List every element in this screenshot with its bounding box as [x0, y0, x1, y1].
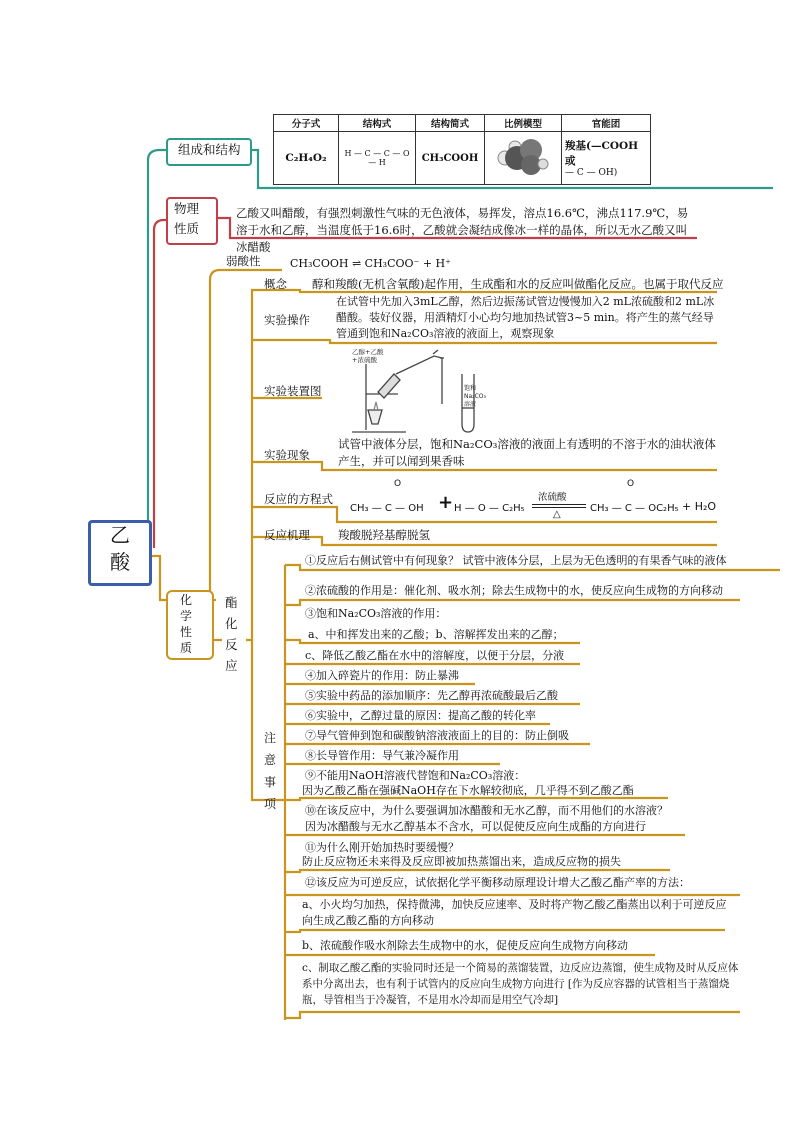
physical-label: 物理 性质	[174, 201, 200, 236]
eq-alcohol: H — O — C₂H₅	[454, 503, 525, 514]
eq-plus2: + H₂O	[682, 500, 717, 513]
phenomenon-text: 试管中液体分层，饱和Na₂CO₃溶液的液面上有透明的不溶于水的油状液体产生，并可以闻到果香味	[338, 437, 716, 468]
equation-label: 反应的方程式	[264, 492, 333, 506]
weak-acid-label: 弱酸性	[226, 254, 261, 268]
molecular-formula: C₂H₄O₂	[274, 132, 339, 185]
space-filling-model	[493, 134, 553, 180]
note-item: 防止反应物还未来得及反应即被加热蒸馏出来，造成反应物的损失	[302, 855, 621, 868]
note-item: ⑦导气管伸到饱和碳酸钠溶液液面上的目的：防止倒吸	[305, 729, 569, 742]
table-header: 分子式	[274, 115, 339, 132]
phenomenon-label: 实验现象	[264, 448, 310, 462]
note-item: ①反应后右侧试管中有何现象？ 试管中液体分层，上层为无色透明的有果香气味的液体	[305, 554, 727, 567]
notes-label: 注 意 事 项	[264, 731, 277, 811]
note-item: ②浓硫酸的作用是：催化剂、吸水剂；除去生成物中的水，使反应向生成物的方向移动	[305, 584, 723, 597]
composition-label: 组成和结构	[178, 142, 241, 157]
note-item: a、中和挥发出来的乙酸；b、溶解挥发出来的乙醇；	[308, 628, 564, 641]
note-item: ⑩在该反应中，为什么要强调加冰醋酸和无水乙醇，而不用他们的水溶液？	[305, 804, 668, 817]
concept-text: 醇和羧酸(无机含氧酸)起作用，生成酯和水的反应叫做酯化反应。也属于取代反应	[312, 277, 724, 291]
eq-left: CH₃ — C — OH	[350, 503, 424, 514]
operation-label: 实验操作	[264, 313, 310, 327]
operation-text: 在试管中先加入3mL乙醇，然后边振荡试管边慢慢加入2 mL浓硫酸和2 mL冰醋酸。装好仪器，用酒精灯小心均匀地加热试管3~5 min。将产生的蒸气经导管通到饱和Na₂CO₃溶液的液面上，观察现象	[336, 295, 715, 340]
tube-label-2: Na₂CO₃	[464, 393, 486, 400]
table-header: 结构式	[339, 115, 416, 132]
concept-label: 概念	[264, 277, 287, 291]
note-item: ⑨不能用NaOH溶液代替饱和Na₂CO₃溶液：	[305, 769, 526, 782]
structure-table	[273, 114, 651, 185]
note-item: ⑥实验中，乙醇过量的原因：提高乙酸的转化率	[305, 709, 536, 722]
weak-acid-equation: CH₃COOH ⇌ CH₃COO⁻ + H⁺	[290, 257, 451, 270]
flask-label-1: 乙醇+乙酸	[352, 348, 384, 356]
eq-catalyst: 浓硫酸	[538, 492, 567, 503]
mechanism-label: 反应机理	[264, 528, 310, 542]
branch-line-physical	[154, 220, 166, 548]
note-item: ④加入碎瓷片的作用：防止暴沸	[305, 669, 459, 682]
eq-product: CH₃ — C — OC₂H₅	[590, 503, 679, 514]
note-item: a、小火均匀加热，保持微沸，加快反应速率、及时将产物乙酸乙酯蒸出以利于可逆反应向生成乙酸乙酯的方向移动	[302, 898, 727, 927]
eq-arrow	[532, 504, 586, 505]
eq-o1: O	[394, 479, 402, 489]
space-filling-model-cell	[485, 132, 562, 185]
note-item: c、制取乙酸乙酯的实验同时还是一个简易的蒸馏装置，边反应边蒸馏，使生成物及时从反应体系中分离出去，也有利于试管内的反应向生成物方向进行 [作为反应容器的试管相当于蒸馏烧瓶，导管相当于冷凝管，不是用水冷却而是用空气冷却]	[302, 962, 739, 1006]
functional-group-cell	[562, 132, 651, 185]
physical-text: 乙酸又叫醋酸，有强烈刺激性气味的无色液体，易挥发，溶点16.6℃，沸点117.9℃，易溶于水和乙醇，当温度低于16.6时，乙酸就会凝结成像冰一样的晶体，所以无水乙酸又叫冰醋酸	[236, 206, 689, 254]
note-item: ⑤实验中药品的添加顺序：先乙醇再浓硫酸最后乙酸	[305, 689, 558, 702]
structural-formula: H — C — C — O — H	[344, 149, 410, 167]
note-item: b、浓硫酸作吸水剂除去生成物中的水，促使反应向生成物方向移动	[302, 939, 629, 952]
functional-group-alt: — C — OH)	[565, 168, 618, 178]
line-mechanism	[252, 537, 717, 545]
note-item: 因为乙酸乙酯在强碱NaOH存在下水解较彻底，几乎得不到乙酸乙酯	[302, 784, 634, 797]
structural-formula-cell	[339, 132, 416, 185]
tube-label-1: 饱和	[464, 385, 477, 392]
eq-plus1: +	[438, 492, 454, 513]
root-title: 乙 酸	[110, 523, 130, 574]
flask-label-2: +浓硫酸	[352, 356, 377, 364]
note-item: ⑧长导管作用：导气兼冷凝作用	[305, 749, 459, 762]
apparatus-label: 实验装置图	[264, 384, 322, 398]
table-header: 比例模型	[485, 115, 562, 132]
table-header: 结构简式	[416, 115, 485, 132]
note-item: c、降低乙酸乙酯在水中的溶解度，以便于分层，分液	[305, 649, 565, 662]
eq-o2: O	[627, 479, 635, 489]
apparatus-diagram	[338, 344, 488, 436]
ester-label: 酯 化 反 应	[225, 595, 238, 673]
note-item: 因为冰醋酸与无水乙醇基本不含水，可以促使反应向生成酯的方向进行	[305, 820, 646, 833]
note-item: ③饱和Na₂CO₃溶液的作用：	[305, 607, 447, 620]
simplified-formula: CH₃COOH	[416, 132, 485, 185]
mechanism-text: 羧酸脱羟基醇脱氢	[338, 528, 430, 542]
tube-label-3: 溶液	[464, 401, 477, 408]
functional-group: 羧基(—COOH 或	[565, 140, 639, 167]
chemical-label: 化 学 性 质	[180, 593, 193, 655]
eq-heat: △	[553, 509, 561, 520]
table-header: 官能团	[562, 115, 651, 132]
note-item: ⑪为什么刚开始加热时要缓慢？	[305, 841, 459, 854]
branch-line-composition	[148, 150, 166, 548]
note-item: ⑫该反应为可逆反应，试依据化学平衡移动原理设计增大乙酸乙酯产率的方法：	[305, 876, 690, 889]
